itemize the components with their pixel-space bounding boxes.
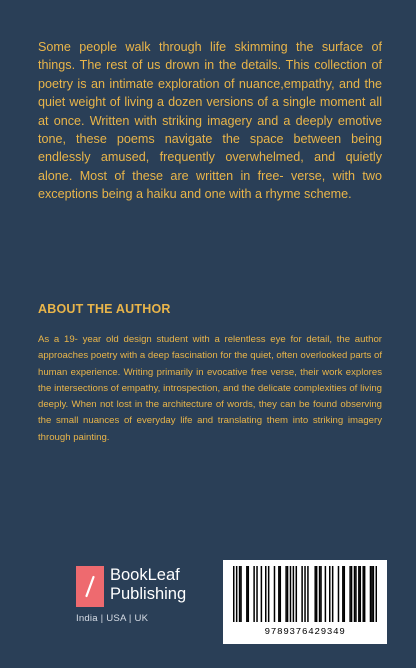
barcode-bar <box>240 566 242 622</box>
barcode-bar <box>265 566 267 622</box>
about-author-heading: ABOUT THE AUTHOR <box>38 302 171 316</box>
barcode-bar <box>274 566 276 622</box>
publisher-name-line2: Publishing <box>110 585 187 603</box>
barcode-bar <box>373 566 375 622</box>
barcode-bar <box>246 566 248 622</box>
barcode-bar <box>278 566 280 622</box>
barcode-bar <box>344 566 346 622</box>
barcode-bar <box>371 566 373 622</box>
barcode-bar <box>329 566 331 622</box>
barcode-bar <box>268 566 270 622</box>
barcode-bar <box>362 566 364 622</box>
barcode-bar <box>304 566 306 622</box>
barcode-bar <box>364 566 366 622</box>
barcode-bar <box>338 566 340 622</box>
barcode-bar <box>285 566 287 622</box>
barcode-bar <box>296 566 298 622</box>
barcode-bar <box>325 566 327 622</box>
barcode-bar <box>256 566 258 622</box>
slash-logo-icon <box>76 566 104 607</box>
barcode-bar <box>280 566 282 622</box>
barcode-bar <box>320 566 322 622</box>
barcode-bar <box>233 566 235 622</box>
barcode-bar <box>319 566 321 622</box>
barcode-bar <box>287 566 289 622</box>
barcode-bar <box>307 566 309 622</box>
barcode-bar <box>301 566 303 622</box>
barcode-bar <box>236 566 238 622</box>
barcode-bar <box>351 566 353 622</box>
barcode-bar <box>314 566 316 622</box>
publisher-name-line1: BookLeaf <box>110 566 180 584</box>
publisher-locations: India | USA | UK <box>76 613 149 624</box>
barcode-bar <box>253 566 255 622</box>
barcode-bar <box>360 566 362 622</box>
barcode-bar <box>316 566 318 622</box>
isbn-barcode <box>223 560 387 644</box>
barcode-bar <box>332 566 334 622</box>
barcode-bars <box>233 566 377 622</box>
barcode-bar <box>261 566 263 622</box>
barcode-bar <box>376 566 377 622</box>
isbn-number: 9789376429349 <box>264 626 346 637</box>
barcode-bar <box>342 566 344 622</box>
barcode-bar <box>239 566 241 622</box>
barcode-bar <box>370 566 372 622</box>
about-author-text: As a 19- year old design student with a relentless eye for detail, the author approaches poetry with a deep fascination for the quiet, often overlooked parts of human experience. Writing primarily in evocative free verse, their work explores the intersections of empathy, introspection, and the delicate complexities of living deeply. When not lost in the architecture of words, they can be found observing the small nuances of everyday life and translating them into striking imagery through painting. <box>38 334 382 443</box>
barcode-bar <box>358 566 360 622</box>
barcode-bar <box>349 566 351 622</box>
barcode-bar <box>354 566 356 622</box>
barcode-bar <box>293 566 295 622</box>
barcode-bar <box>290 566 292 622</box>
barcode-bar <box>248 566 250 622</box>
book-blurb: Some people walk through life skimming the surface of things. The rest of us drown in the details. This collection of poetry is an intimate exploration of nuance,empathy, and the quiet weight of living a dozen versions of a single moment all at once. Written with striking imagery and a deeply emotive tone, these poems navigate the space between being endlessly amused, frequently overwhelmed, and quietly alone. Most of these are written in free- verse, with two exceptions being a haiku and one with a rhyme scheme. <box>38 40 382 202</box>
barcode-bar <box>355 566 357 622</box>
